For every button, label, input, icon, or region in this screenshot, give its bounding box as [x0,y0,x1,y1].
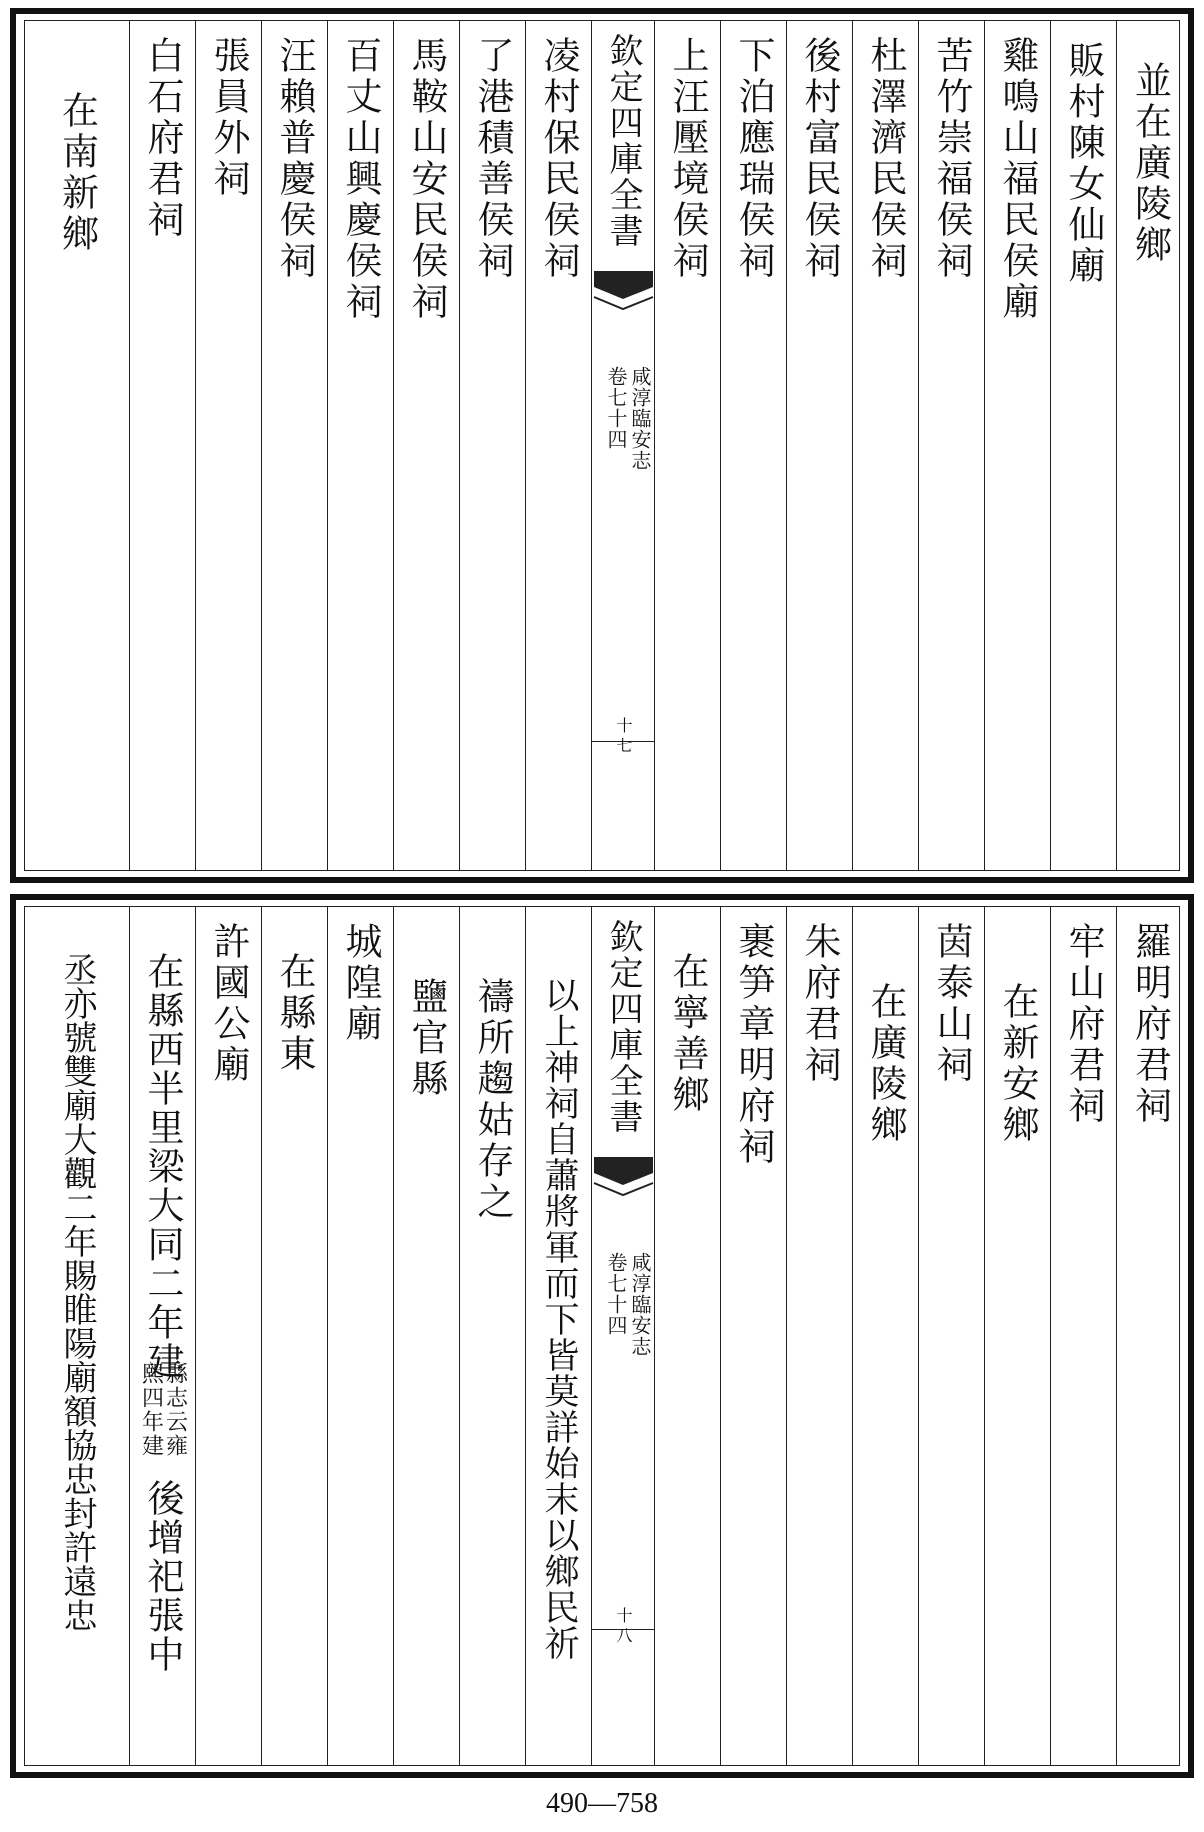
top-page-panel [10,8,1194,883]
fishtail-mark-icon [592,1155,655,1207]
column-text: 杜澤濟民侯祠 [864,36,907,282]
fishtail-mark-icon [592,269,655,321]
column-17 [25,907,129,1765]
book-subtitle: 咸淳臨安志 [628,366,652,471]
column-2 [1050,21,1116,870]
column-12 [393,21,459,870]
column-text: 羅明府君祠 [1128,922,1172,1127]
column-3 [984,21,1050,870]
column-4 [918,21,984,870]
column-14 [261,21,327,870]
column-text: 鹽官縣 [405,977,448,1100]
column-16 [129,907,195,1765]
volume-label: 卷七十四 [604,366,628,450]
book-subtitle: 咸淳臨安志 [628,1252,652,1357]
column-1 [1116,907,1183,1765]
note-right: 縣志云雍 [162,1362,188,1458]
column-11 [459,907,525,1765]
column-text: 禱所趨姑存之 [471,977,514,1223]
column-11 [459,21,525,870]
column-16 [129,21,195,870]
column-17 [25,21,129,870]
page-number: 十七 [614,717,633,757]
column-text: 在新安鄉 [996,982,1039,1146]
column-text: 上汪壓境侯祠 [666,36,709,282]
column-1 [1116,21,1183,870]
bottom-page-panel [10,894,1194,1778]
book-title: 欽定四庫全書 [603,33,643,249]
note-left: 熙四年建 [138,1362,164,1458]
column-text: 在縣東 [273,952,316,1075]
page-footer-number: 490—758 [546,1788,658,1819]
column-12 [393,907,459,1765]
bottom-page-columns [24,906,1180,1766]
column-text: 以上神祠自蕭將軍而下皆莫詳始末以鄉民祈 [539,977,579,1661]
column-text: 城隍廟 [339,922,382,1045]
column-text-continued: 後增祀張中 [141,1479,184,1674]
column-text: 茵泰山祠 [930,922,973,1086]
column-text: 百丈山興慶侯祠 [339,36,382,323]
column-2 [1050,907,1116,1765]
column-8 [654,21,720,870]
column-6 [786,21,852,870]
column-text: 了港積善侯祠 [471,36,514,282]
column-text: 馬鞍山安民侯祠 [405,36,448,323]
center-fold-column [591,907,654,1765]
column-text: 張員外祠 [207,36,250,200]
column-7 [720,21,786,870]
column-15 [195,21,261,870]
column-13 [327,21,393,870]
column-text: 汪賴普慶侯祠 [273,36,316,282]
column-text: 在寧善鄉 [666,952,709,1116]
column-5 [852,21,918,870]
column-5 [852,907,918,1765]
column-text: 在南新鄉 [55,91,99,255]
column-text: 白石府君祠 [141,36,184,241]
column-text: 在縣西半里梁大同二年建 [141,952,184,1381]
column-text: 丞亦號雙廟大觀二年賜睢陽廟額協忠封許遠忠 [57,952,97,1632]
column-13 [327,907,393,1765]
column-3 [984,907,1050,1765]
column-text: 裹笋章明府祠 [732,922,775,1168]
top-page-columns [24,20,1180,871]
column-text: 牢山府君祠 [1062,922,1105,1127]
column-4 [918,907,984,1765]
column-text: 雞鳴山福民侯廟 [996,36,1039,323]
column-text: 並在廣陵鄉 [1128,61,1172,266]
column-text: 苦竹崇福侯祠 [930,36,973,282]
center-fold-column [591,21,654,870]
column-text: 在廣陵鄉 [864,982,907,1146]
book-title: 欽定四庫全書 [603,919,643,1135]
column-text: 許國公廟 [207,922,250,1086]
column-text: 後村富民侯祠 [798,36,841,282]
volume-label: 卷七十四 [604,1252,628,1336]
page-number: 十八 [614,1607,633,1647]
column-6 [786,907,852,1765]
interlinear-note [140,1362,186,1458]
column-text: 凌村保民侯祠 [537,36,580,282]
column-10 [525,907,591,1765]
column-15 [195,907,261,1765]
column-7 [720,907,786,1765]
column-8 [654,907,720,1765]
column-text: 朱府君祠 [798,922,841,1086]
column-14 [261,907,327,1765]
column-10 [525,21,591,870]
column-text: 販村陳女仙廟 [1062,41,1105,287]
column-text: 下泊應瑞侯祠 [732,36,775,282]
